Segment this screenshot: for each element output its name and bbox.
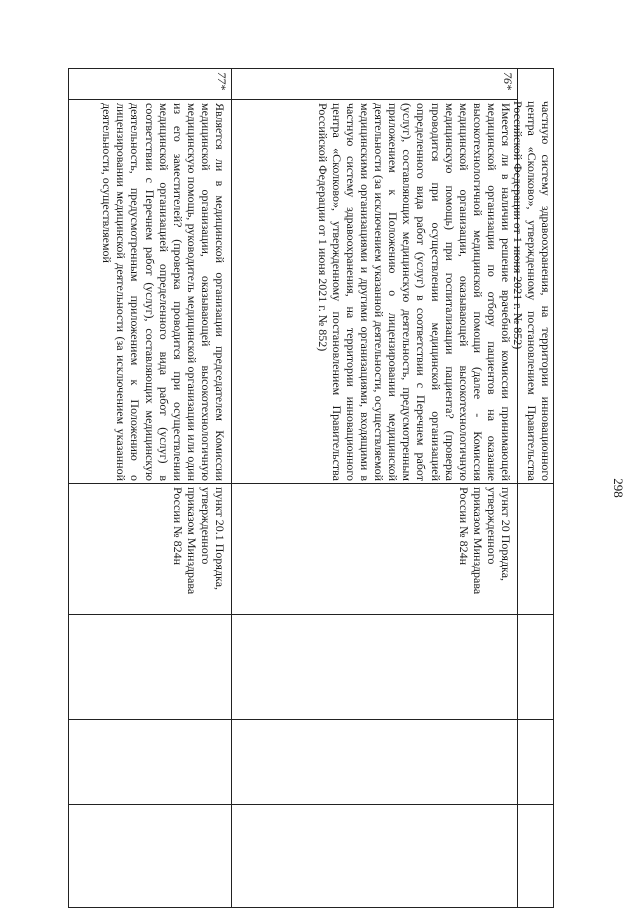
row-number: 76* — [501, 72, 515, 90]
question-text: частную систему здравоохранения, на территории инновационного центра «Сколково», утвержденному постановлением Правительства Российской Федерации от 1 июня 2021 г. № 852) — [510, 101, 553, 481]
column-divider — [69, 483, 553, 484]
table-row — [510, 69, 553, 481]
column-divider — [69, 614, 553, 615]
table-row — [231, 69, 515, 595]
row-number: 77* — [215, 72, 229, 90]
table-row — [69, 69, 229, 595]
checklist-table — [68, 68, 554, 908]
column-divider — [69, 804, 553, 805]
question-text: Имеется ли в наличии решение врачебной комиссии принимающей медицинской организации по отбору пациентов на оказание высокотехнологичной медицинской помощи (далее - Комиссия медицинской организации, оказывающей высокотехнологичную медицинскую помощь) при госпитализации пациента? (проверка проводится при осуществлении медицинской организацией определенного вида работ (услуг) в соответствии с Перечнем работ (услуг), составляющих медицинскую деятельность, предусмотренным приложением к Положению о лицензировании медицинской деятельности (за исключением указанной деятельности, осуществляемой медицинскими организациями и другими организациями, входящими в частную систему здравоохранения, на территории инновационного центра «Сколково», утвержденному постановлением Правительства Российской Федерации от 1 июня 2021 г. № 852) — [315, 103, 513, 481]
reference-text: пункт 20.1 Порядка, утвержденного приказом Минздрава России № 824н — [170, 487, 227, 595]
page-number: 298 — [611, 478, 626, 498]
reference-text: пункт 20 Порядка, утвержденного приказом Минздрава России № 824н — [456, 487, 513, 595]
column-divider — [69, 719, 553, 720]
question-text: Является ли в медицинской организации председателем Комиссии медицинской организации, оказывающей высокотехнологичную медицинскую помощь, руководитель медицинской организации или один из его заместителей? (проверка проводится при осуществлении медицинской организацией определенного вида работ (услуг) в соответствии с Перечнем работ (услуг), составляющих медицинскую деятельность, предусмотренным приложением к Положению о лицензировании медицинской деятельности (за исключением указанной деятельности, осуществляемой — [100, 103, 227, 481]
